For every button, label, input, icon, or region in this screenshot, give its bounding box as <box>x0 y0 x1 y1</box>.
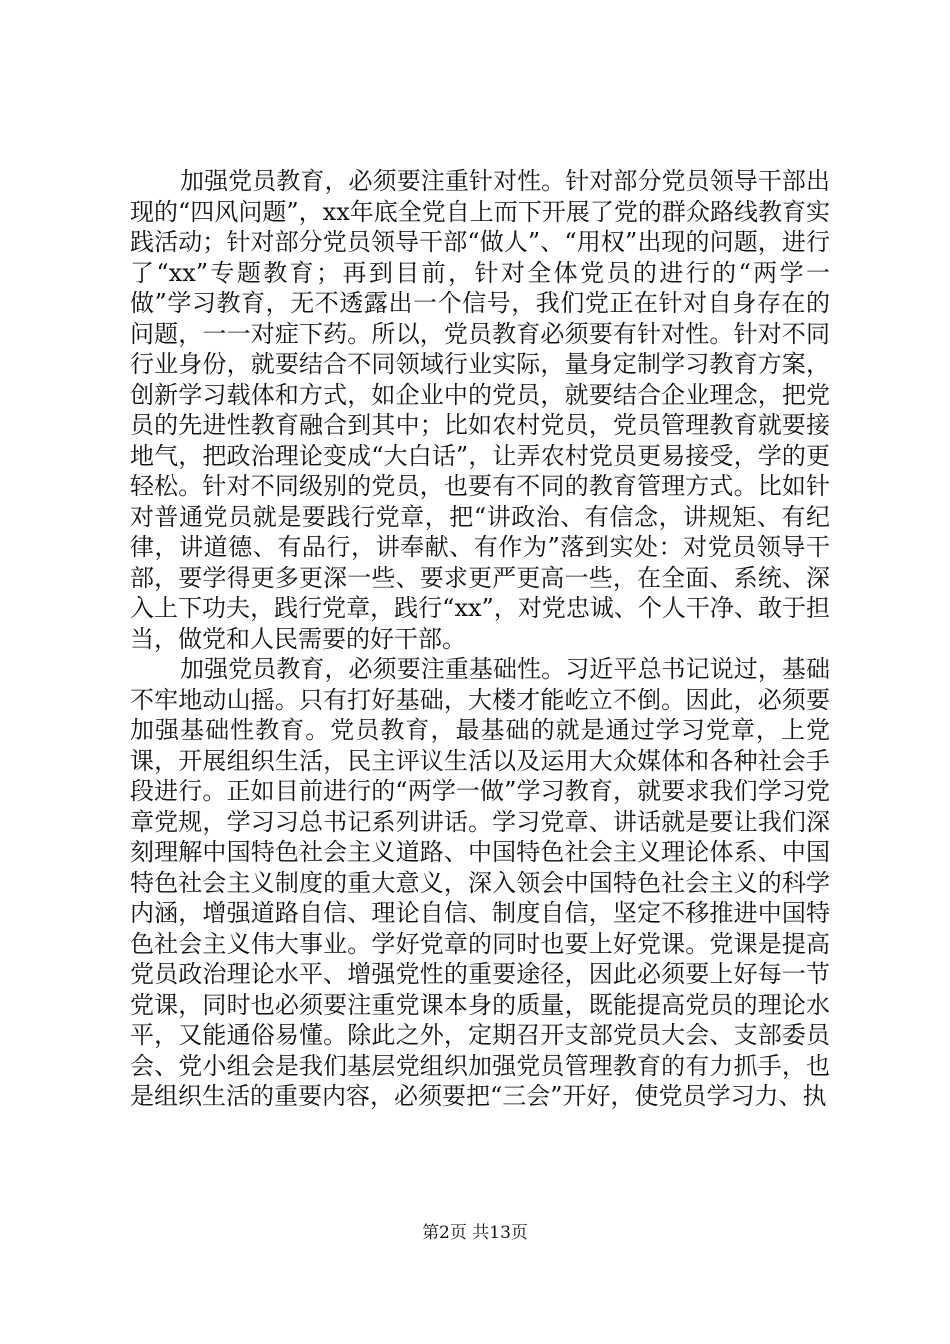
document-body <box>130 166 830 1112</box>
page-footer: 第2页 共13页 <box>422 1223 528 1243</box>
paragraph-basic-education: 加强党员教育，必须要注重基础性。习近平总书记说过，基础不牢地动山摇。只有打好基础，大楼才能屹立不倒。因此，必须要加强基础性教育。党员教育，最基础的就是通过学习党章，上党课，开展组织生活，民主评议生活以及运用大众媒体和各种社会手段进行。正如目前进行的“两学一做”学习教育，就要求我们学习党章党规，学习习总书记系列讲话。学习党章、讲话就是要让我们深刻理解中国特色社会主义道路、中国特色社会主义理论体系、中国特色社会主义制度的重大意义，深入领会中国特色社会主义的科学内涵，增强道路自信、理论自信、制度自信，坚定不移推进中国特色社会主义伟大事业。学好党章的同时也要上好党课。党课是提高党员政治理论水平、增强党性的重要途径，因此必须要上好每一节党课，同时也必须要注重党课本身的质量，既能提高党员的理论水平，又能通俗易懂。除此之外，定期召开支部党员大会、支部委员会、党小组会是我们基层党组织加强党员管理教育的有力抓手，也是组织生活的重要内容，必须要把“三会”开好，使党员学习力、执 <box>130 655 830 1110</box>
paragraph-targeted-education: 加强党员教育，必须要注重针对性。针对部分党员领导干部出现的“四风问题”，xx年底全党自上而下开展了党的群众路线教育实践活动；针对部分党员领导干部“做人”、“用权”出现的问题，进行了“xx”专题教育；再到目前，针对全体党员的进行的“两学一做”学习教育，无不透露出一个信号，我们党正在针对自身存在的问题，一一对症下药。所以，党员教育必须要有针对性。针对不同行业身份，就要结合不同领域行业实际，量身定制学习教育方案，创新学习载体和方式，如企业中的党员，就要结合企业理念，把党员的先进性教育融合到其中；比如农村党员，党员管理教育就要接地气，把政治理论变成“大白话”，让弄农村党员更易接受，学的更轻松。针对不同级别的党员，也要有不同的教育管理方式。比如针对普通党员就是要践行党章，把“讲政治、有信念，讲规矩、有纪律，讲道德、有品行，讲奉献、有作为”落到实处：对党员领导干部，要学得更多更深一些、要求更严更高一些，在全面、系统、深入上下功夫，践行党章，践行“xx”，对党忠诚、个人干净、敢于担当，做党和人民需要的好干部。 <box>130 167 830 653</box>
